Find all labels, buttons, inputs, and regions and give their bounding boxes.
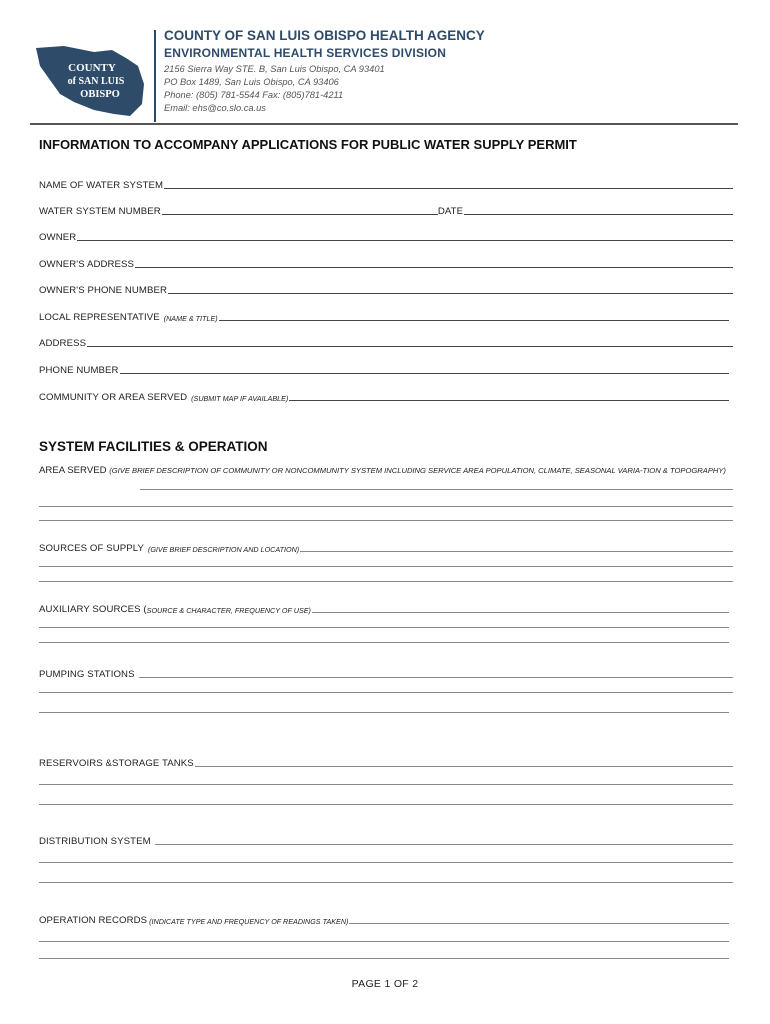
local-representative-label: LOCAL REPRESENTATIVE [39,312,160,323]
owners-phone-label: OWNER'S PHONE NUMBER [39,285,168,296]
community-label: COMMUNITY OR AREA SERVED [39,392,188,403]
community-note: (SUBMIT MAP IF AVAILABLE) [191,394,289,403]
operation-records-input-1[interactable] [349,923,729,924]
county-logo [34,44,146,118]
sources-of-supply-note: (GIVE BRIEF DESCRIPTION AND LOCATION) [147,545,300,554]
division-name: ENVIRONMENTAL HEALTH SERVICES DIVISION [164,46,447,60]
owners-address-row [39,256,733,270]
distribution-input-3[interactable] [39,882,733,883]
auxiliary-sources-input-3[interactable] [39,642,729,643]
pumping-stations-row [39,666,733,680]
operation-records-input-3[interactable] [39,958,729,959]
area-served-input-1[interactable] [140,489,733,490]
operation-records-note: (INDICATE TYPE AND FREQUENCY OF READINGS TAKEN) [149,917,349,926]
distribution-input-1[interactable] [155,844,733,845]
local-representative-note: (NAME & TITLE) [163,314,218,323]
community-input[interactable] [289,400,729,401]
reservoirs-input-1[interactable] [195,766,733,767]
reservoirs-input-3[interactable] [39,804,733,805]
community-row [39,389,729,403]
date-label: DATE [437,206,464,217]
sources-of-supply-row [39,540,733,554]
auxiliary-sources-label: AUXILIARY SOURCES ( [39,604,147,615]
phone-fax: Phone: (805) 781-5544 Fax: (805)781-4211 [164,90,344,100]
reservoirs-label: RESERVOIRS &STORAGE TANKS [39,758,194,769]
pumping-stations-input-3[interactable] [39,712,729,713]
distribution-input-2[interactable] [39,862,733,863]
reservoirs-row [39,755,733,769]
email-address: Email: ehs@co.slo.ca.us [164,103,266,113]
logo-line-2: of SAN LUIS [67,76,125,87]
name-of-water-system-row [39,177,733,191]
address-input[interactable] [87,346,733,347]
agency-name: COUNTY OF SAN LUIS OBISPO HEALTH AGENCY [164,28,485,43]
reservoirs-input-2[interactable] [39,784,733,785]
owners-address-label: OWNER'S ADDRESS [39,259,135,270]
water-system-number-input[interactable] [162,214,438,215]
owners-address-input[interactable] [135,267,733,268]
owner-label: OWNER [39,232,77,243]
address-row [39,335,733,349]
area-served-label: AREA SERVED [39,465,107,476]
owners-phone-input[interactable] [168,293,733,294]
po-box-address: PO Box 1489, San Luis Obispo, CA 93406 [164,77,339,87]
pumping-stations-input-2[interactable] [39,692,733,693]
sources-of-supply-input-1[interactable] [300,551,733,552]
owners-phone-row [39,282,733,296]
local-representative-row [39,309,729,323]
auxiliary-sources-input-1[interactable] [312,612,729,613]
owner-input[interactable] [77,240,733,241]
section-title: SYSTEM FACILITIES & OPERATION [39,439,268,454]
area-served-note: (GIVE BRIEF DESCRIPTION OF COMMUNITY OR NONCOMMUNITY SYSTEM INCLUDING SERVICE AREA POPULATION, CLIMATE, SEASONAL VARIA-TION & TOPOGRAPHY) [109,466,726,475]
operation-records-label: OPERATION RECORDS [39,915,148,926]
sources-of-supply-input-2[interactable] [39,566,733,567]
owner-row [39,229,733,243]
phone-number-label: PHONE NUMBER [39,365,119,376]
name-of-water-system-label: NAME OF WATER SYSTEM [39,180,164,191]
area-served-input-2[interactable] [39,506,733,507]
phone-number-input[interactable] [120,373,729,374]
auxiliary-sources-row [39,601,729,615]
pumping-stations-input-1[interactable] [139,677,733,678]
operation-records-input-2[interactable] [39,941,729,942]
county-map-icon [34,44,146,118]
distribution-label: DISTRIBUTION SYSTEM [39,836,151,847]
local-representative-input[interactable] [219,320,729,321]
address-label: ADDRESS [39,338,87,349]
page-number: PAGE 1 OF 2 [351,978,419,990]
form-title: INFORMATION TO ACCOMPANY APPLICATIONS FOR PUBLIC WATER SUPPLY PERMIT [39,137,577,152]
header-rule [30,123,738,125]
logo-line-1: COUNTY [68,62,116,74]
phone-number-row [39,362,729,376]
auxiliary-sources-note: SOURCE & CHARACTER, FREQUENCY OF USE) [146,606,311,615]
distribution-row [39,833,733,847]
street-address: 2156 Sierra Way STE. B, San Luis Obispo, CA 93401 [164,64,385,74]
name-of-water-system-input[interactable] [164,188,733,189]
water-system-number-row [39,203,733,217]
water-system-number-label: WATER SYSTEM NUMBER [39,206,161,217]
operation-records-row [39,912,729,926]
date-input[interactable] [464,214,733,215]
sources-of-supply-input-3[interactable] [39,581,733,582]
header-divider [154,30,156,122]
area-served-block [39,463,733,478]
sources-of-supply-label: SOURCES OF SUPPLY [39,543,144,554]
pumping-stations-label: PUMPING STATIONS [39,669,135,680]
auxiliary-sources-input-2[interactable] [39,627,729,628]
logo-line-3: OBISPO [80,89,120,100]
area-served-input-3[interactable] [39,520,733,521]
